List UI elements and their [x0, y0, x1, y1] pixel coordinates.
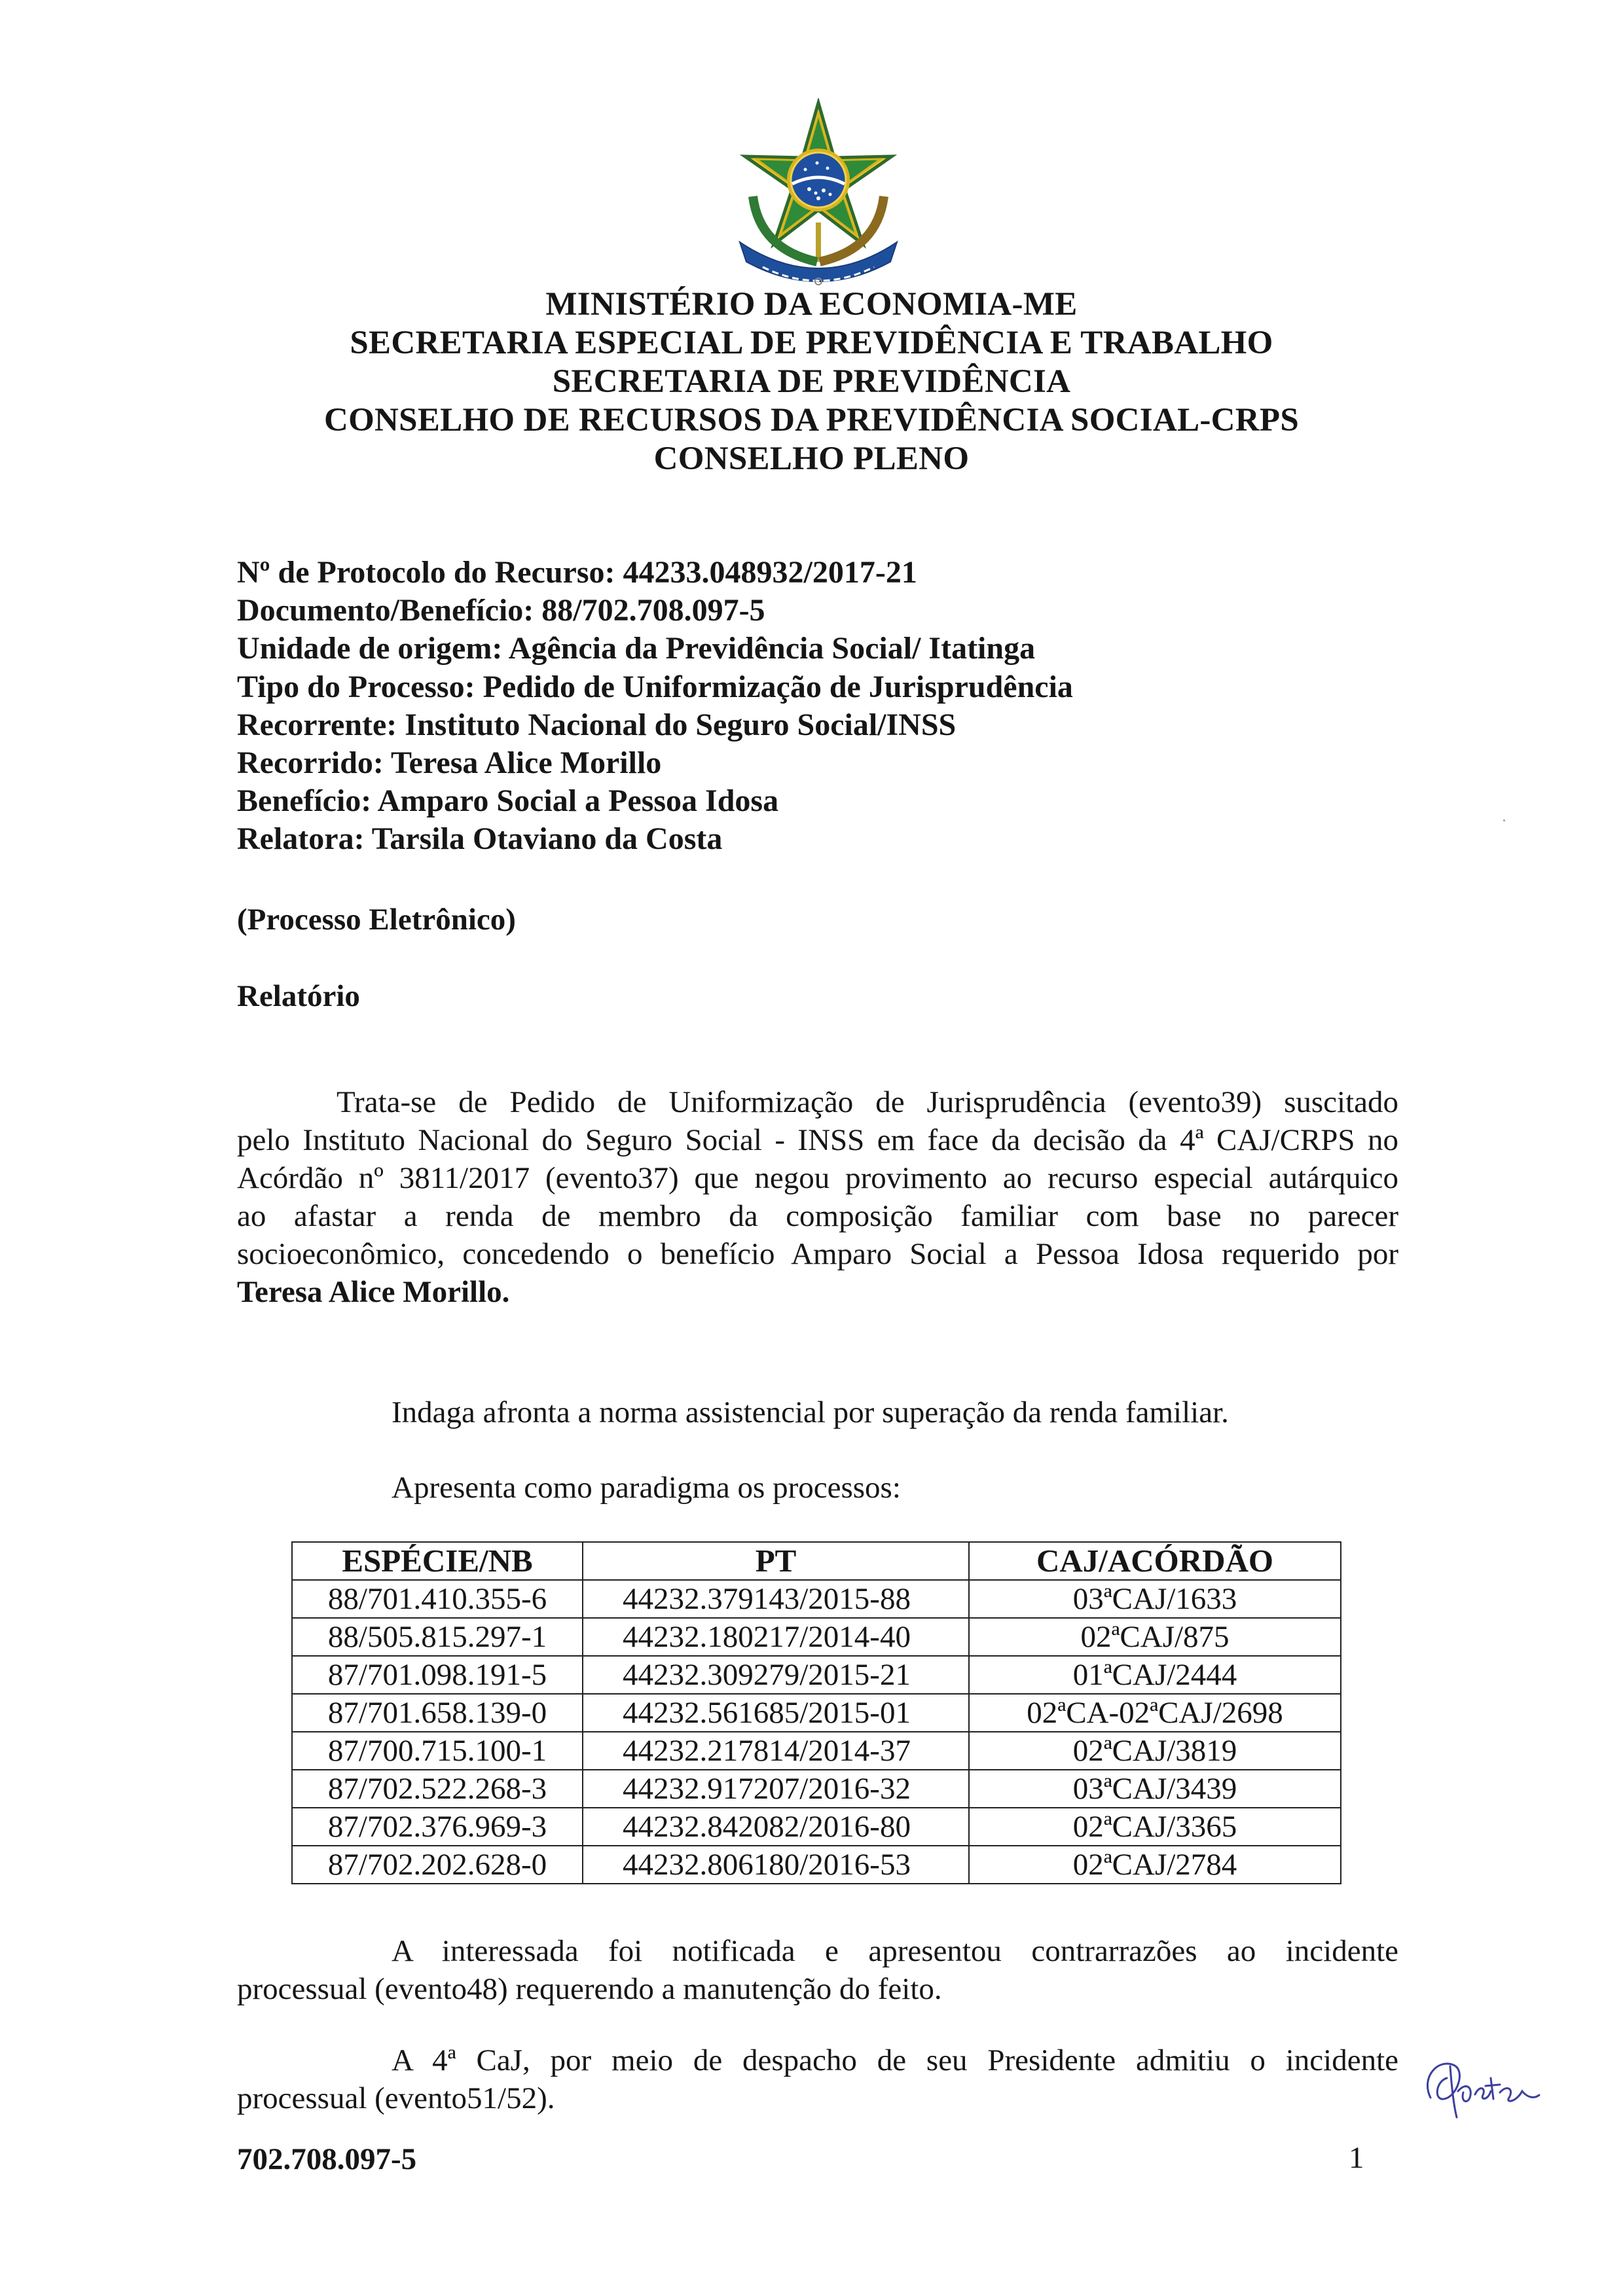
table-cell: 44232.842082/2016-80	[583, 1808, 969, 1846]
rapporteur: Relatora: Tarsila Otaviano da Costa	[237, 821, 723, 857]
organization-header	[0, 285, 1623, 478]
table-row	[292, 1846, 1341, 1884]
table-row	[292, 1618, 1341, 1656]
table-row	[292, 1770, 1341, 1808]
table-row	[292, 1732, 1341, 1770]
table-row	[292, 1808, 1341, 1846]
paragraph-line: A interessada foi notificada e apresentou contrarrazões ao incidente	[392, 1934, 1398, 1968]
table-row	[292, 1694, 1341, 1732]
table-cell: 02ªCAJ/3819	[969, 1732, 1341, 1770]
secretariat-name: SECRETARIA DE PREVIDÊNCIA	[552, 363, 1071, 400]
table-cell: 02ªCAJ/3365	[969, 1808, 1341, 1846]
benefit-document: Documento/Benefício: 88/702.708.097-5	[237, 593, 765, 628]
table-cell: 87/701.658.139-0	[292, 1694, 583, 1732]
paragraph-line: pelo Instituto Nacional do Seguro Social - INSS em face da decisão da 4ª CAJ/CRPS no	[237, 1123, 1398, 1157]
column-header: ESPÉCIE/NB	[292, 1542, 583, 1580]
section-title: Relatório	[237, 979, 360, 1013]
paradigm-table	[291, 1541, 1341, 1884]
paragraph-notification	[237, 1932, 1398, 2008]
council-name: CONSELHO DE RECURSOS DA PREVIDÊNCIA SOCIAL-CRPS	[323, 402, 1300, 439]
table-cell: 02ªCAJ/875	[969, 1618, 1341, 1656]
paragraph-line-appellee: Teresa Alice Morillo.	[237, 1275, 510, 1309]
paragraph-report	[237, 1083, 1398, 1311]
case-metadata	[237, 554, 1073, 859]
paragraph-line: Acórdão nº 3811/2017 (evento37) que negou provimento ao recurso especial autárquico	[237, 1161, 1398, 1195]
footer-document-number: 702.708.097-5	[237, 2142, 417, 2176]
electronic-process-label: (Processo Eletrônico)	[237, 903, 516, 937]
scan-speck	[1503, 819, 1505, 821]
column-header: CAJ/ACÓRDÃO	[969, 1542, 1341, 1580]
protocol-number: Nº de Protocolo do Recurso: 44233.048932/2017-21	[237, 555, 917, 590]
table-row	[292, 1580, 1341, 1618]
table-cell: 88/701.410.355-6	[292, 1580, 583, 1618]
table-cell: 44232.806180/2016-53	[583, 1846, 969, 1884]
coat-of-arms-seal	[727, 98, 910, 288]
table-cell: 88/505.815.297-1	[292, 1618, 583, 1656]
table-cell: 44232.379143/2015-88	[583, 1580, 969, 1618]
appellee: Recorrido: Teresa Alice Morillo	[237, 745, 662, 781]
paragraph-line: ao afastar a renda de membro da composição familiar com base no parecer	[237, 1199, 1398, 1233]
process-type: Tipo do Processo: Pedido de Uniformização de Jurisprudência	[237, 669, 1073, 704]
table-cell: 01ªCAJ/2444	[969, 1656, 1341, 1694]
column-header: PT	[583, 1542, 969, 1580]
table-cell: 87/701.098.191-5	[292, 1656, 583, 1694]
paragraph-line: processual (evento51/52).	[237, 2081, 555, 2115]
paragraph-paradigm-intro: Apresenta como paradigma os processos:	[392, 1471, 901, 1505]
table-cell: 44232.917207/2016-32	[583, 1770, 969, 1808]
table-header-row	[292, 1542, 1341, 1580]
table-cell: 44232.309279/2015-21	[583, 1656, 969, 1694]
table-cell: 44232.217814/2014-37	[583, 1732, 969, 1770]
origin-unit: Unidade de origem: Agência da Previdência Social/ Itatinga	[237, 631, 1036, 666]
table-cell: 44232.180217/2014-40	[583, 1618, 969, 1656]
table-cell: 87/702.376.969-3	[292, 1808, 583, 1846]
table-cell: 87/702.202.628-0	[292, 1846, 583, 1884]
council-chamber-name: CONSELHO PLENO	[653, 440, 970, 477]
paragraph-admission	[237, 2041, 1398, 2117]
table-cell: 03ªCAJ/1633	[969, 1580, 1341, 1618]
table-cell: 87/700.715.100-1	[292, 1732, 583, 1770]
table-row	[292, 1656, 1341, 1694]
paragraph-line: processual (evento48) requerendo a manutenção do feito.	[237, 1972, 942, 2006]
table-cell: 02ªCAJ/2784	[969, 1846, 1341, 1884]
benefit-type: Benefício: Amparo Social a Pessoa Idosa	[237, 783, 779, 819]
table-cell: 44232.561685/2015-01	[583, 1694, 969, 1732]
handwritten-signature	[1417, 2052, 1542, 2124]
table-cell: 87/702.522.268-3	[292, 1770, 583, 1808]
ministry-name: MINISTÉRIO DA ECONOMIA-ME	[545, 286, 1078, 323]
paragraph-line: socioeconômico, concedendo o benefício Amparo Social a Pessoa Idosa requerido por	[237, 1237, 1398, 1271]
paragraph-line: A 4ª CaJ, por meio de despacho de seu Presidente admitiu o incidente	[392, 2043, 1398, 2077]
page-number: 1	[1349, 2141, 1364, 2175]
special-secretariat-name: SECRETARIA ESPECIAL DE PREVIDÊNCIA E TRABALHO	[350, 325, 1273, 361]
paragraph-line: Trata-se de Pedido de Uniformização de Jurisprudência (evento39) suscitado	[337, 1085, 1398, 1119]
table-cell: 03ªCAJ/3439	[969, 1770, 1341, 1808]
appellant: Recorrente: Instituto Nacional do Seguro Social/INSS	[237, 707, 957, 742]
table-cell: 02ªCA-02ªCAJ/2698	[969, 1694, 1341, 1732]
paragraph-question: Indaga afronta a norma assistencial por superação da renda familiar.	[392, 1395, 1229, 1429]
